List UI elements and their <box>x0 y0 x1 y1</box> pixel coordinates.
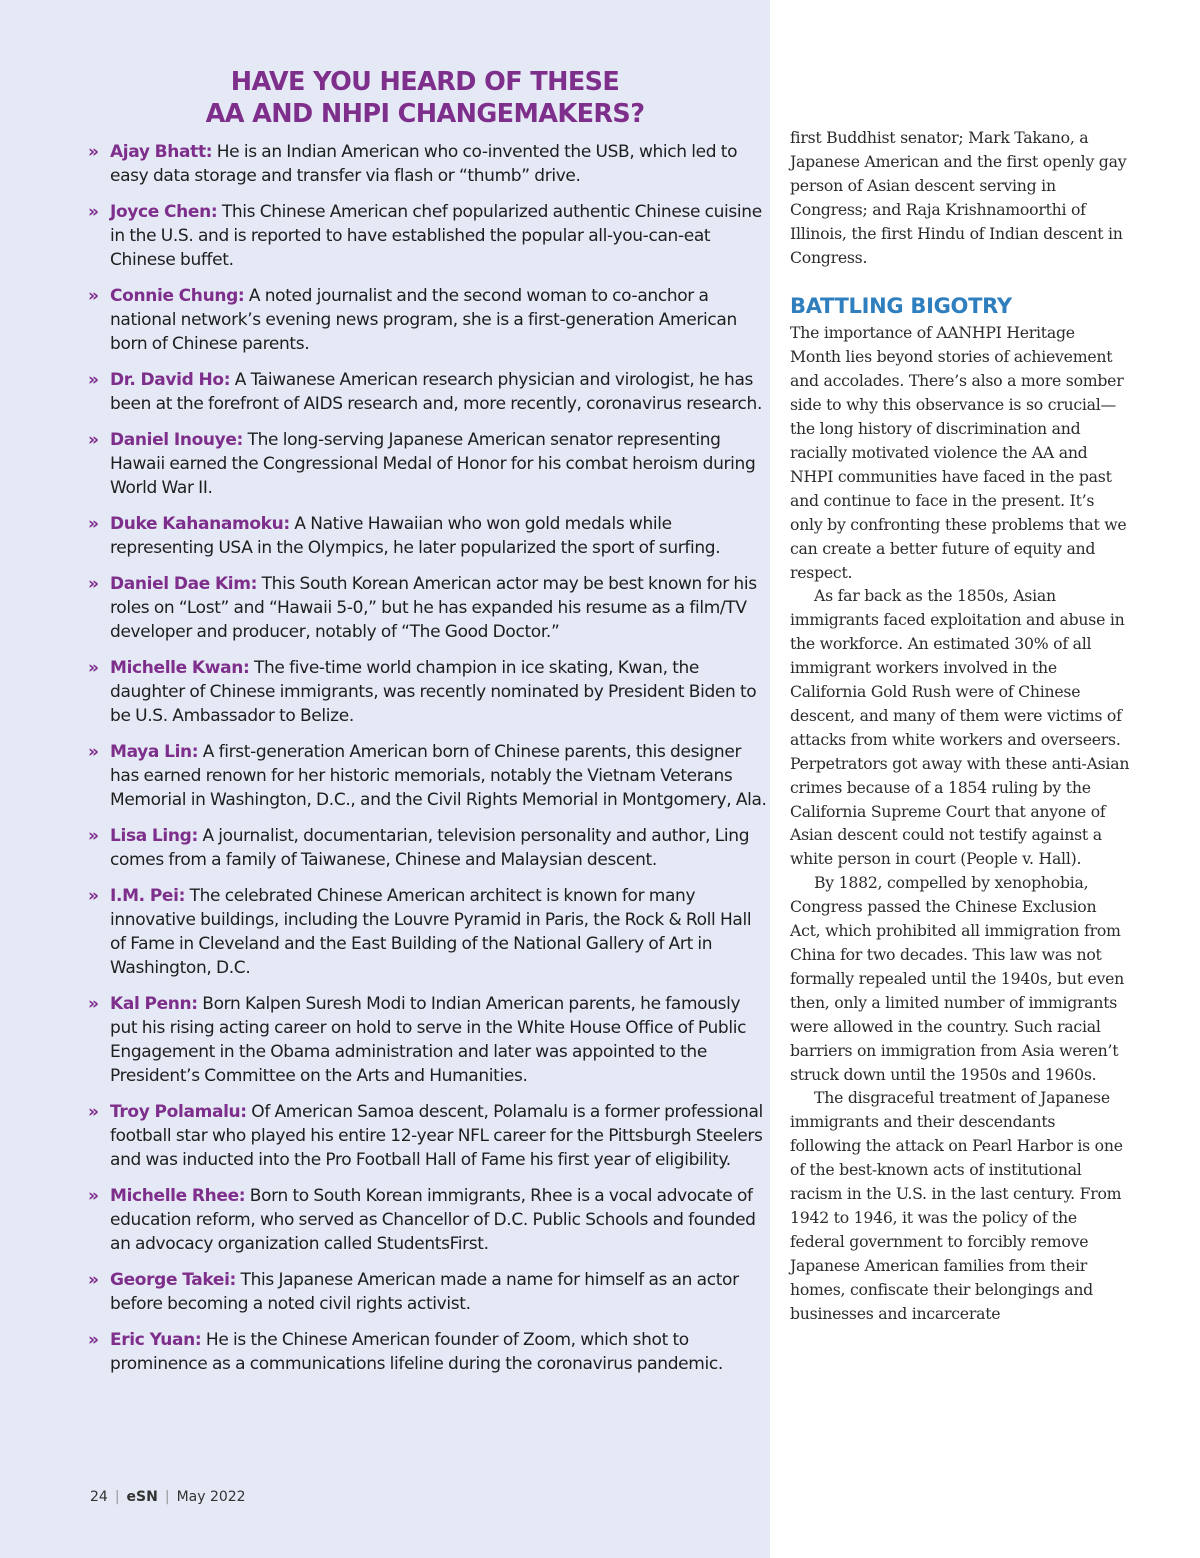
bullet-icon: » <box>88 1270 99 1290</box>
list-item <box>88 512 768 560</box>
article-intro-paragraph: first Buddhist senator; Mark Takano, a Japanese American and the first openly gay person of Asian descent serving in Congress; and Raja Krishnamoorthi of Illinois, the first Hindu of Indian descent in Congress. <box>790 128 1127 267</box>
list-item <box>88 1328 768 1376</box>
changemaker-name: Michelle Kwan: <box>110 658 250 678</box>
bullet-icon: » <box>88 514 99 534</box>
changemaker-description: A Taiwanese American research physician and virologist, he has been at the forefront of AIDS research and, more recently, coronavirus research. <box>110 370 763 414</box>
list-item <box>88 140 768 188</box>
changemaker-description: A noted journalist and the second woman to co-anchor a national network’s evening news program, she is a first-generation American born of Chinese parents. <box>110 286 737 354</box>
changemaker-name: Michelle Rhee: <box>110 1186 246 1206</box>
bullet-icon: » <box>88 286 99 306</box>
bullet-icon: » <box>88 658 99 678</box>
changemaker-description: Born Kalpen Suresh Modi to Indian American parents, he famously put his rising acting career on hold to serve in the White House Office of Public Engagement in the Obama administration and later was appointed to the President’s Committee on the Arts and Humanities. <box>110 994 747 1086</box>
changemaker-name: I.M. Pei: <box>110 886 186 906</box>
changemaker-description: This Japanese American made a name for himself as an actor before becoming a noted civil rights activist. <box>110 1270 739 1314</box>
bullet-icon: » <box>88 202 99 222</box>
changemaker-description: The long-serving Japanese American senator representing Hawaii earned the Congressional Medal of Honor for his combat heroism during World War II. <box>110 430 756 498</box>
changemaker-description: He is the Chinese American founder of Zoom, which shot to prominence as a communications lifeline during the coronavirus pandemic. <box>110 1330 723 1374</box>
list-item <box>88 824 768 872</box>
changemaker-description: The five-time world champion in ice skating, Kwan, the daughter of Chinese immigrants, was recently nominated by President Biden to be U.S. Ambassador to Belize. <box>110 658 757 726</box>
article-paragraph: The importance of AANHPI Heritage Month lies beyond stories of achievement and accolades. There’s also a more somber side to why this observance is so crucial—the long history of discrimination and racially motivated violence the AA and NHPI communities have faced in the past and continue to face in the present. It’s only by confronting these problems that we can create a better future of equity and respect. <box>790 323 1127 582</box>
changemaker-description: This South Korean American actor may be best known for his roles on “Lost” and “Hawaii 5-0,” but he has expanded his resume as a film/TV developer and producer, notably of “The Good Doctor.” <box>110 574 757 642</box>
changemaker-name: Troy Polamalu: <box>110 1102 247 1122</box>
sidebar-title <box>80 66 770 130</box>
issue-date: May 2022 <box>176 1489 246 1505</box>
changemaker-name: Lisa Ling: <box>110 826 198 846</box>
changemaker-name: Dr. David Ho: <box>110 370 231 390</box>
sidebar-title-line-2: AA AND NHPI CHANGEMAKERS? <box>205 99 645 129</box>
bullet-icon: » <box>88 826 99 846</box>
article-paragraph: By 1882, compelled by xenophobia, Congress passed the Chinese Exclusion Act, which prohibited all immigration from China for two decades. This law was not formally repealed until the 1940s, but even then, only a limited number of immigrants were allowed in the country. Such racial barriers on immigration from Asia weren’t struck down until the 1950s and 1960s. <box>790 873 1125 1084</box>
list-item <box>88 740 768 812</box>
changemaker-name: Duke Kahanamoku: <box>110 514 290 534</box>
list-item <box>88 1100 768 1172</box>
changemaker-description: He is an Indian American who co-invented the USB, which led to easy data storage and transfer via flash or “thumb” drive. <box>110 142 738 186</box>
bullet-icon: » <box>88 142 99 162</box>
list-item <box>88 992 768 1088</box>
page-number: 24 <box>90 1489 108 1505</box>
article-paragraph: The disgraceful treatment of Japanese immigrants and their descendants following the attack on Pearl Harbor is one of the best-known acts of institutional racism in the U.S. in the last century. From 1942 to 1946, it was the policy of the federal government to forcibly remove Japanese American families from their homes, confiscate their belongings and businesses and incarcerate <box>790 1088 1123 1323</box>
changemaker-name: Ajay Bhatt: <box>110 142 213 162</box>
article-column <box>790 126 1130 1326</box>
changemaker-description: A Native Hawaiian who won gold medals while representing USA in the Olympics, he later popularized the sport of surfing. <box>110 514 721 558</box>
changemakers-list <box>88 140 768 1388</box>
bullet-icon: » <box>88 370 99 390</box>
bullet-icon: » <box>88 886 99 906</box>
bullet-icon: » <box>88 574 99 594</box>
sidebar-title-line-1: HAVE YOU HEARD OF THESE <box>230 67 620 97</box>
changemaker-description: A journalist, documentarian, television personality and author, Ling comes from a family of Taiwanese, Chinese and Malaysian descent. <box>110 826 750 870</box>
bullet-icon: » <box>88 742 99 762</box>
bullet-icon: » <box>88 1102 99 1122</box>
section-heading: BATTLING BIGOTRY <box>790 294 1012 319</box>
list-item <box>88 884 768 980</box>
changemaker-description: The celebrated Chinese American architect is known for many innovative buildings, including the Louvre Pyramid in Paris, the Rock & Roll Hall of Fame in Cleveland and the East Building of the National Gallery of Art in Washington, D.C. <box>110 886 752 978</box>
list-item <box>88 428 768 500</box>
bullet-icon: » <box>88 1330 99 1350</box>
changemaker-name: Eric Yuan: <box>110 1330 202 1350</box>
footer-separator: | <box>114 1489 120 1505</box>
list-item <box>88 572 768 644</box>
list-item <box>88 1268 768 1316</box>
footer-separator: | <box>164 1489 170 1505</box>
changemaker-name: Kal Penn: <box>110 994 198 1014</box>
bullet-icon: » <box>88 994 99 1014</box>
changemaker-description: A first-generation American born of Chinese parents, this designer has earned renown for her historic memorials, notably the Vietnam Veterans Memorial in Washington, D.C., and the Civil Rights Memorial in Montgomery, Ala. <box>110 742 767 810</box>
changemaker-description: This Chinese American chef popularized authentic Chinese cuisine in the U.S. and is reported to have established the popular all-you-can-eat Chinese buffet. <box>110 202 762 270</box>
list-item <box>88 656 768 728</box>
changemaker-description: Born to South Korean immigrants, Rhee is a vocal advocate of education reform, who served as Chancellor of D.C. Public Schools and founded an advocacy organization called StudentsFirst. <box>110 1186 756 1254</box>
bullet-icon: » <box>88 430 99 450</box>
page-footer <box>90 1489 246 1505</box>
list-item <box>88 284 768 356</box>
list-item <box>88 1184 768 1256</box>
changemaker-name: Maya Lin: <box>110 742 199 762</box>
changemaker-description: Of American Samoa descent, Polamalu is a former professional football star who played his entire 12-year NFL career for the Pittsburgh Steelers and was inducted into the Pro Football Hall of Fame his first year of eligibility. <box>110 1102 763 1170</box>
changemaker-name: Daniel Inouye: <box>110 430 244 450</box>
changemaker-name: Connie Chung: <box>110 286 245 306</box>
list-item <box>88 368 768 416</box>
changemaker-name: Joyce Chen: <box>110 202 218 222</box>
article-paragraph: As far back as the 1850s, Asian immigrants faced exploitation and abuse in the workforce. An estimated 30% of all immigrant workers involved in the California Gold Rush were of Chinese descent, and many of them were victims of attacks from white workers and overseers. Perpetrators got away with these anti-Asian crimes because of a 1854 ruling by the California Supreme Court that anyone of Asian descent could not testify against a white person in court (People v. Hall). <box>790 586 1130 869</box>
publication-name: eSN <box>126 1489 158 1505</box>
list-item <box>88 200 768 272</box>
changemaker-name: George Takei: <box>110 1270 236 1290</box>
bullet-icon: » <box>88 1186 99 1206</box>
changemaker-name: Daniel Dae Kim: <box>110 574 258 594</box>
